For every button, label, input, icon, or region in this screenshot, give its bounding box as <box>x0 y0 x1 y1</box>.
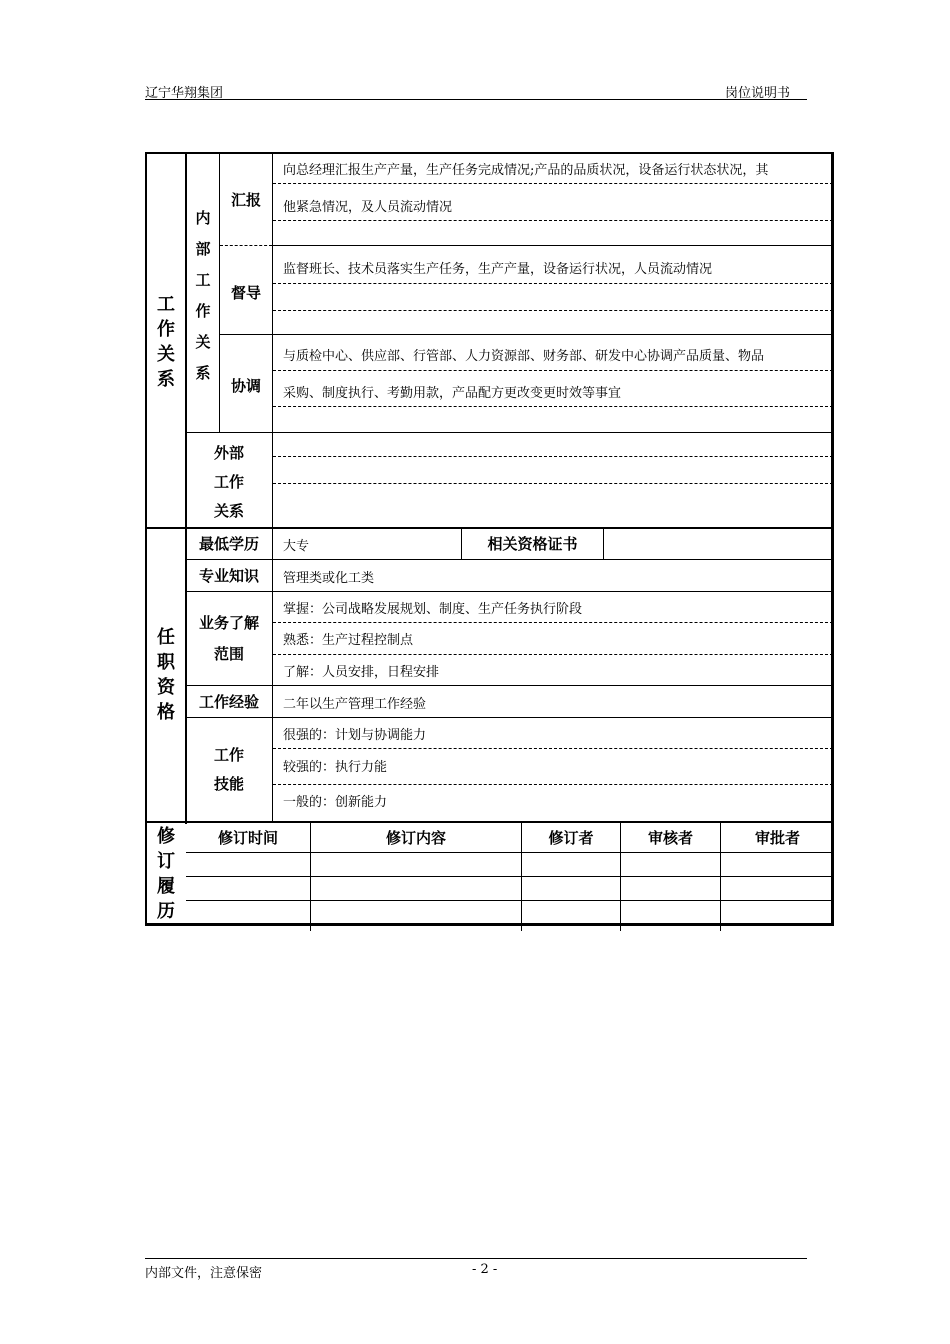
column-divider <box>603 528 604 559</box>
qualifications-section-label: 任职资格 <box>157 627 175 723</box>
external-relations-label-1: 外部 <box>213 444 244 462</box>
work-relations-section-label: 工作关系 <box>157 294 175 390</box>
skill-line-good: 较强的：执行力能 <box>283 760 388 775</box>
business-scope-label-1: 业务了解 <box>198 614 259 632</box>
writing-line <box>273 483 833 484</box>
coordinate-line-2: 采购、制度执行、考勤用款，产品配方更改变更时效等事宜 <box>283 386 622 401</box>
row-divider <box>186 559 834 560</box>
row-divider <box>186 900 834 901</box>
internal-relations-label: 内部工作关系 <box>195 209 211 382</box>
col-reviser: 修订者 <box>548 829 594 847</box>
row-divider <box>186 876 834 877</box>
header-doc-title: 岗位说明书 <box>724 86 790 101</box>
skills-label-1: 工作 <box>213 746 244 764</box>
writing-line <box>273 406 833 407</box>
coordinate-line-1: 与质检中心、供应部、行管部、人力资源部、财务部、研发中心协调产品质量、物品 <box>283 349 765 364</box>
row-divider <box>272 245 834 246</box>
revision-section-label: 修订履历 <box>157 826 175 922</box>
header-rule <box>145 99 807 100</box>
skill-line-average: 一般的：创新能力 <box>283 795 388 810</box>
coordinate-label: 协调 <box>230 377 261 395</box>
writing-line <box>273 220 833 221</box>
row-divider <box>186 685 834 686</box>
writing-line <box>273 748 833 749</box>
col-reviewer: 审核者 <box>647 829 693 847</box>
supervise-line-1: 监督班长、技术员落实生产任务，生产产量，设备运行状况，人员流动情况 <box>283 262 713 277</box>
supervise-label: 督导 <box>230 284 261 302</box>
experience-label: 工作经验 <box>198 693 259 711</box>
column-divider <box>272 152 273 821</box>
knowledge-label: 专业知识 <box>198 567 259 585</box>
header-company: 辽宁华翔集团 <box>145 86 224 101</box>
external-relations-label-3: 关系 <box>213 502 244 520</box>
col-revision-time: 修订时间 <box>217 829 278 847</box>
certificate-label: 相关资格证书 <box>487 535 578 553</box>
business-scope-label-2: 范围 <box>213 645 244 663</box>
footer-rule <box>145 1258 807 1259</box>
skill-line-strong: 很强的：计划与协调能力 <box>283 728 427 743</box>
row-divider <box>186 432 834 433</box>
report-label: 汇报 <box>230 191 261 209</box>
page-number: - 2 - <box>472 1262 498 1277</box>
writing-line <box>273 456 833 457</box>
writing-line <box>273 622 833 623</box>
col-revision-content: 修订内容 <box>385 829 446 847</box>
writing-line <box>273 784 833 785</box>
row-divider <box>186 591 834 592</box>
experience-value: 二年以生产管理工作经验 <box>283 697 427 712</box>
row-divider <box>186 852 834 853</box>
education-label: 最低学历 <box>198 535 259 553</box>
skills-label-2: 技能 <box>213 775 244 793</box>
writing-line <box>273 370 833 371</box>
row-divider <box>186 717 834 718</box>
report-line-1: 向总经理汇报生产产量，生产任务完成情况;产品的品质状况，设备运行状态状况，其 <box>283 163 769 178</box>
section-divider <box>145 527 834 529</box>
writing-line <box>273 310 833 311</box>
section-divider <box>145 821 834 823</box>
knowledge-value: 管理类或化工类 <box>283 571 375 586</box>
business-line-understand: 了解：人员安排，日程安排 <box>283 665 440 680</box>
report-line-2: 他紧急情况，及人员流动情况 <box>283 200 453 215</box>
business-line-master: 掌握：公司战略发展规划、制度、生产任务执行阶段 <box>283 602 583 617</box>
writing-line <box>273 283 833 284</box>
business-line-familiar: 熟悉：生产过程控制点 <box>283 633 414 648</box>
writing-line <box>273 654 833 655</box>
education-value: 大专 <box>283 539 310 554</box>
footer-note: 内部文件，注意保密 <box>145 1266 263 1281</box>
row-divider <box>220 245 272 246</box>
writing-line <box>273 183 833 184</box>
col-approver: 审批者 <box>754 829 800 847</box>
external-relations-label-2: 工作 <box>213 473 244 491</box>
row-divider <box>220 334 834 335</box>
